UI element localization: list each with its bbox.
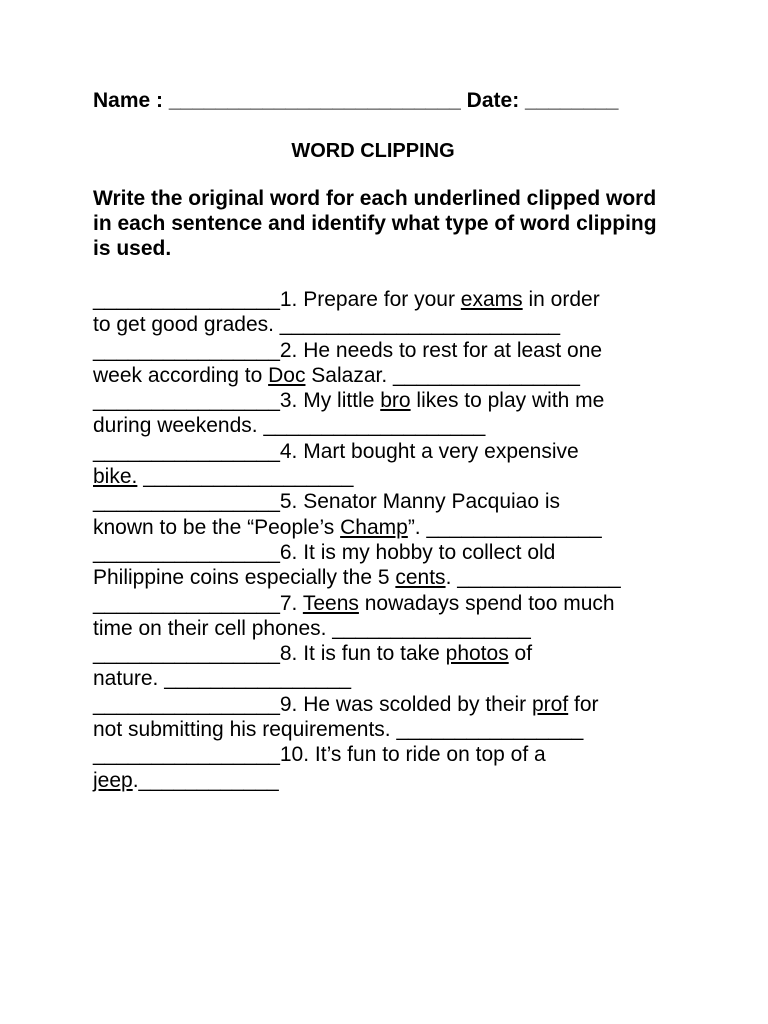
item-text: It is my hobby to collect old <box>297 540 556 564</box>
item-text: It is fun to take <box>297 642 446 666</box>
instructions: Write the original word for each underlined clipped word in each sentence and identify what type of word clipping is used. <box>93 187 657 260</box>
clipped-word: Doc <box>268 363 306 387</box>
exercise-item <box>93 489 693 540</box>
item-line-2 <box>93 312 693 337</box>
item-line-1 <box>93 540 693 565</box>
item-line-2 <box>93 464 693 489</box>
item-line-1 <box>93 641 693 666</box>
item-line-1 <box>93 489 693 514</box>
item-text: of <box>508 642 533 666</box>
item-line-1 <box>93 692 693 717</box>
item-line-2 <box>93 616 693 641</box>
item-text: Philippine coins especially the 5 <box>93 566 396 590</box>
item-text: Salazar. ________________ <box>305 363 580 387</box>
exercise-item <box>93 338 693 389</box>
name-date-line: Name : _________________________ Date: ________ <box>93 89 619 112</box>
exercise-item <box>93 388 693 439</box>
exercise-item <box>93 540 693 591</box>
answer-blank-number: ________________1. <box>93 288 298 311</box>
item-line-1 <box>93 439 693 464</box>
answer-blank-number: ________________5. <box>93 490 298 514</box>
item-text: during weekends. ___________________ <box>93 414 486 438</box>
item-line-1 <box>93 338 693 363</box>
clipped-word: exams <box>460 288 523 311</box>
answer-blank-number: ________________7. <box>93 591 298 615</box>
worksheet-title: WORD CLIPPING <box>291 140 455 162</box>
exercise-item <box>93 742 693 793</box>
item-line-2 <box>93 363 693 388</box>
item-line-1 <box>93 388 693 413</box>
item-text: nature. ________________ <box>93 667 352 691</box>
item-text: My little <box>297 389 381 413</box>
answer-blank-number: ________________9. <box>93 692 298 716</box>
exercise-item <box>93 641 693 692</box>
item-text: to get good grades. ________________________ <box>93 313 561 337</box>
item-text: Senator Manny Pacquiao is <box>297 490 561 514</box>
item-text: ”. _______________ <box>407 515 602 539</box>
item-text: known to be the “People’s <box>93 515 341 539</box>
item-text: not submitting his requirements. ________________ <box>93 718 584 742</box>
item-text: week according to <box>93 363 269 387</box>
item-line-2 <box>93 413 693 438</box>
item-text: He was scolded by their <box>297 692 532 716</box>
item-line-1 <box>93 742 693 767</box>
clipped-word: Champ <box>340 515 408 539</box>
item-text: It’s fun to ride on top of a <box>309 743 546 767</box>
clipped-word: Teens <box>302 591 359 615</box>
item-text: He needs to rest for at least one <box>297 338 603 362</box>
item-text: Prepare for your <box>297 288 461 311</box>
item-line-2 <box>93 768 693 793</box>
clipped-word: prof <box>532 692 569 716</box>
answer-blank-number: ________________3. <box>93 389 298 413</box>
answer-blank-number: ________________2. <box>93 338 298 362</box>
clipped-word: bro <box>380 389 411 413</box>
exercise-item <box>93 692 693 743</box>
item-text: time on their cell phones. _________________ <box>93 616 531 640</box>
clipped-word: bike. <box>93 465 138 489</box>
item-text: in order <box>522 288 600 311</box>
answer-blank-number: ________________6. <box>93 540 298 564</box>
item-line-2 <box>93 717 693 742</box>
item-line-2 <box>93 515 693 540</box>
item-text: for <box>568 692 599 716</box>
exercise-item <box>93 591 693 642</box>
exercise-item <box>93 439 693 490</box>
item-line-1 <box>93 591 693 616</box>
item-text: nowadays spend too much <box>358 591 615 615</box>
item-line-1 <box>93 287 693 312</box>
item-line-2 <box>93 666 693 691</box>
exercise-item <box>93 287 693 338</box>
exercise-list <box>93 287 693 793</box>
clipped-word: photos <box>445 642 509 666</box>
item-line-2 <box>93 565 693 590</box>
item-text: Mart bought a very expensive <box>297 439 579 463</box>
item-text: .____________ <box>132 768 279 792</box>
item-text: __________________ <box>137 465 354 489</box>
answer-blank-number: ________________4. <box>93 439 298 463</box>
item-text: likes to play with me <box>410 389 605 413</box>
answer-blank-number: ________________10. <box>93 743 310 767</box>
item-text: . ______________ <box>445 566 621 590</box>
clipped-word: jeep <box>93 768 133 792</box>
answer-blank-number: ________________8. <box>93 642 298 666</box>
clipped-word: cents <box>395 566 446 590</box>
